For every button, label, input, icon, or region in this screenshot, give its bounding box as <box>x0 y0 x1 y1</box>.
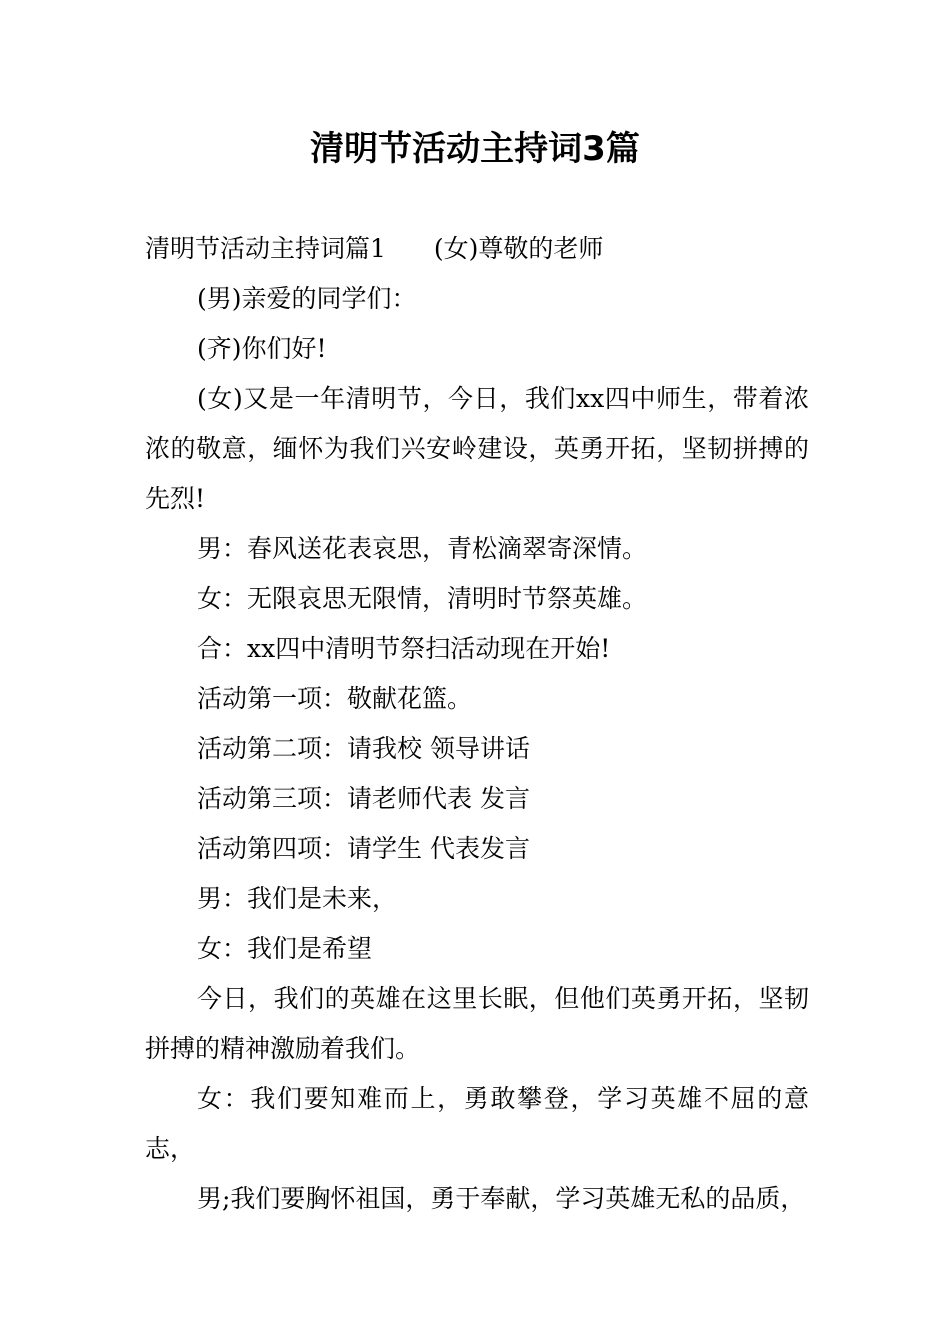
first-paragraph <box>145 224 809 274</box>
paragraph: 女：无限哀思无限情，清明时节祭英雄。 <box>197 584 648 613</box>
paragraph: 女：我们要知难而上，勇敢攀登，学习英雄不屈的意志， <box>145 1084 809 1163</box>
document-body <box>145 224 809 1224</box>
section-heading: 清明节活动主持词篇1 <box>145 234 386 263</box>
paragraph: 活动第二项：请我校 领导讲话 <box>197 734 530 763</box>
document-title: 清明节活动主持词3篇 <box>310 129 640 169</box>
paragraph: 活动第三项：请老师代表 发言 <box>197 784 530 813</box>
paragraph: 男：春风送花表哀思，青松滴翠寄深情。 <box>197 534 648 563</box>
paragraph: 合：xx四中清明节祭扫活动现在开始! <box>197 634 611 663</box>
paragraph: 男;我们要胸怀祖国，勇于奉献，学习英雄无私的品质， <box>197 1184 806 1213</box>
paragraph: 今日，我们的英雄在这里长眠，但他们英勇开拓，坚韧拼搏的精神激励着我们。 <box>145 984 809 1063</box>
paragraph: (男)亲爱的同学们： <box>197 284 417 313</box>
paragraph: 男：我们是未来， <box>197 884 398 913</box>
paragraph: (女)又是一年清明节，今日，我们xx四中师生，带着浓浓的敬意，缅怀为我们兴安岭建设，英勇开拓，坚韧拼搏的先烈! <box>145 384 809 513</box>
paragraph: 活动第四项：请学生 代表发言 <box>197 834 530 863</box>
paragraph: (齐)你们好! <box>197 334 327 363</box>
paragraph: 女：我们是希望 <box>197 934 373 963</box>
paragraph: 活动第一项：敬献花篮。 <box>197 684 473 713</box>
opening-line: (女)尊敬的老师 <box>433 234 604 263</box>
